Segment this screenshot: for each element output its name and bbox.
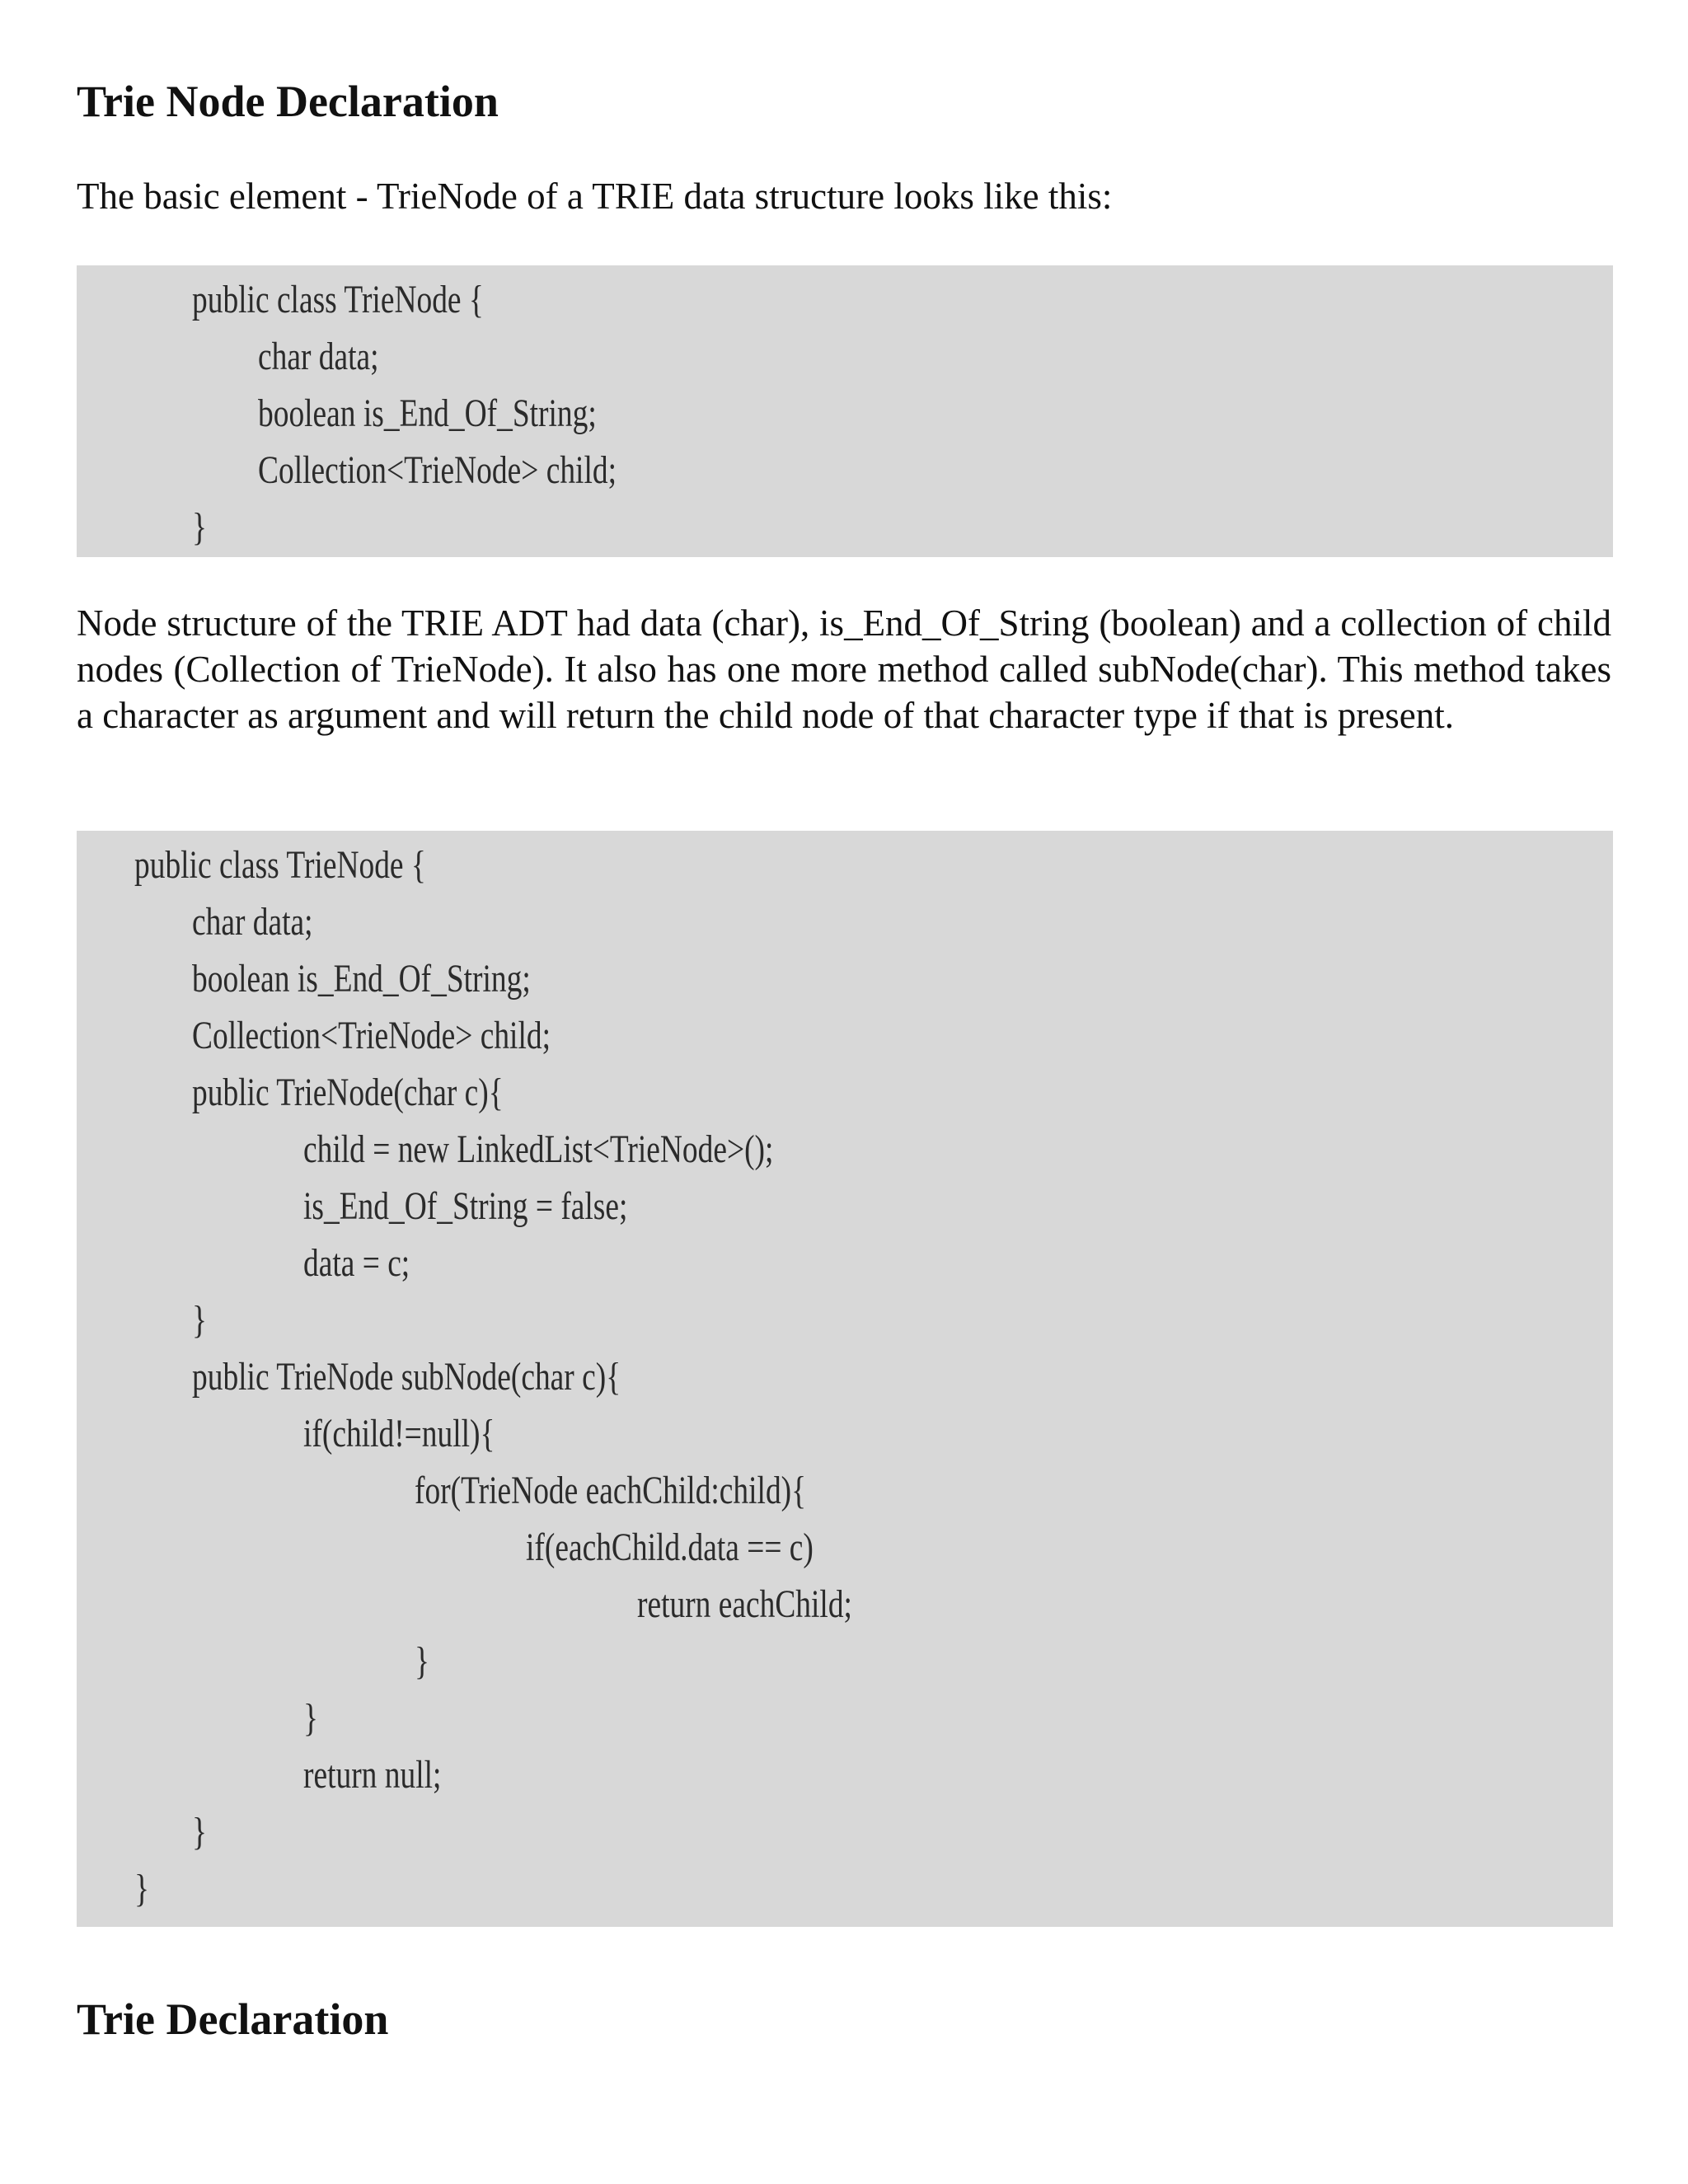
section-heading-trie-declaration: Trie Declaration — [77, 1994, 389, 2044]
code-line: } — [415, 1639, 429, 1683]
code-line: child = new LinkedList<TrieNode>(); — [303, 1127, 774, 1171]
section-heading-trie-node-declaration: Trie Node Declaration — [77, 77, 499, 126]
code-line: public class TrieNode { — [134, 843, 426, 887]
code-line: Collection<TrieNode> child; — [258, 448, 617, 492]
code-line: } — [303, 1696, 318, 1740]
code-line: if(child!=null){ — [303, 1412, 495, 1455]
code-line: } — [192, 1298, 207, 1342]
code-line: char data; — [258, 335, 379, 378]
code-line: } — [192, 505, 207, 549]
code-line: } — [192, 1810, 207, 1854]
code-line: return null; — [303, 1753, 442, 1797]
code-line: boolean is_End_Of_String; — [258, 391, 597, 435]
code-line: is_End_Of_String = false; — [303, 1184, 628, 1228]
code-block-trie-node-fields — [77, 265, 1613, 557]
code-line: Collection<TrieNode> child; — [192, 1014, 551, 1057]
description-paragraph: Node structure of the TRIE ADT had data (char), is_End_Of_String (boolean) and a collection of child nodes (Collection of TrieNode). It also has one more method called subNode(char). This method takes a character as argument and will return the child node of that character type if that is present. — [77, 602, 1611, 736]
code-line: data = c; — [303, 1241, 410, 1285]
code-line: public TrieNode subNode(char c){ — [192, 1355, 621, 1399]
code-line: } — [134, 1867, 149, 1910]
intro-paragraph: The basic element - TrieNode of a TRIE data structure looks like this: — [77, 176, 1113, 217]
code-block-trie-node-full — [77, 831, 1613, 1927]
code-line: public class TrieNode { — [192, 278, 484, 321]
code-line: boolean is_End_Of_String; — [192, 957, 531, 1001]
code-line: if(eachChild.data == c) — [526, 1526, 814, 1569]
code-line: char data; — [192, 900, 313, 944]
code-line: public TrieNode(char c){ — [192, 1071, 504, 1114]
code-line: for(TrieNode eachChild:child){ — [415, 1469, 807, 1512]
code-line: return eachChild; — [637, 1582, 852, 1626]
